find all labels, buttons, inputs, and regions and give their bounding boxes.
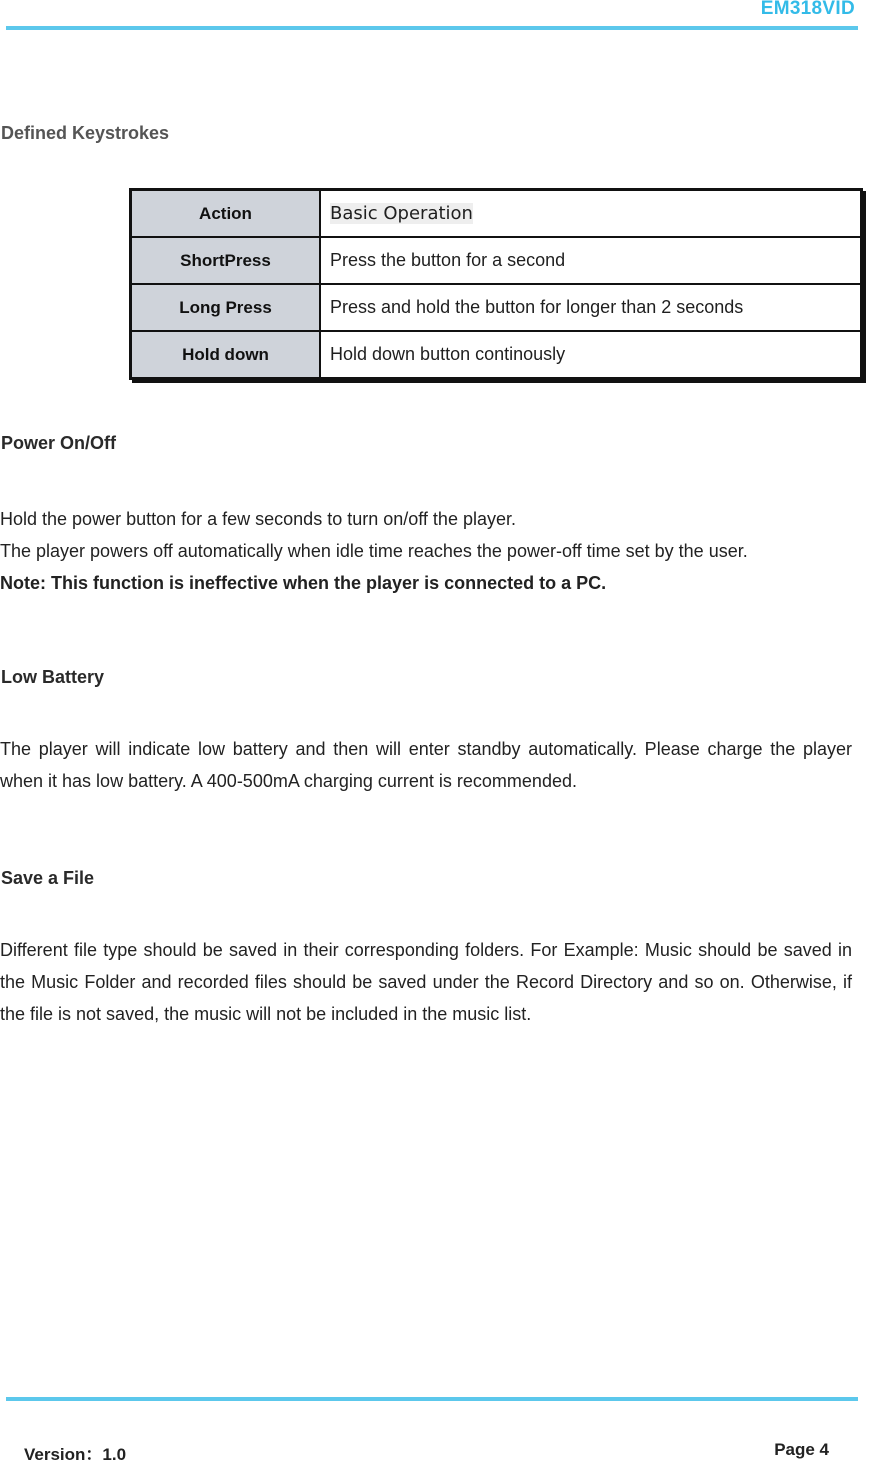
power-paragraph [0, 503, 852, 599]
section-title-power: Power On/Off [1, 433, 117, 453]
key-cell: Hold down [131, 331, 321, 379]
key-cell: Long Press [131, 284, 321, 331]
description-cell [320, 190, 862, 238]
footer-version: Version：1.0 [24, 1445, 127, 1464]
power-note: Note: This function is ineffective when the player is connected to a PC. [0, 573, 607, 593]
battery-paragraph: The player will indicate low battery and then will enter standby automatically. Please charge the player when it has low battery. A 400-500mA charging current is recommended. [0, 739, 852, 791]
description-text: Basic Operation [330, 203, 473, 224]
footer-page-number: Page 4 [774, 1440, 829, 1459]
table-row [131, 190, 862, 238]
key-cell: ShortPress [131, 237, 321, 284]
header-rule [6, 26, 858, 30]
section-title-battery: Low Battery [1, 667, 105, 687]
keystrokes-table [129, 188, 863, 380]
description-cell: Press and hold the button for longer than 2 seconds [320, 284, 862, 331]
description-cell: Hold down button continously [320, 331, 862, 379]
table-row [131, 284, 862, 331]
power-line-1: Hold the power button for a few seconds to turn on/off the player. [0, 509, 516, 529]
save-file-paragraph: Different file type should be saved in their corresponding folders. For Example: Music should be saved in the Music Folder and recorded files should be saved under the Record Directory and so on. Otherwise, if the file is not saved, the music will not be included in the music list. [0, 940, 852, 1024]
table-row [131, 237, 862, 284]
key-cell: Action [131, 190, 321, 238]
model-code: EM318VID [760, 0, 855, 19]
section-title-keystrokes: Defined Keystrokes [1, 123, 170, 143]
description-cell: Press the button for a second [320, 237, 862, 284]
table-row [131, 331, 862, 379]
footer-rule [6, 1397, 858, 1401]
section-title-save-file: Save a File [1, 868, 95, 888]
power-line-2: The player powers off automatically when idle time reaches the power-off time set by the user. [0, 541, 748, 561]
